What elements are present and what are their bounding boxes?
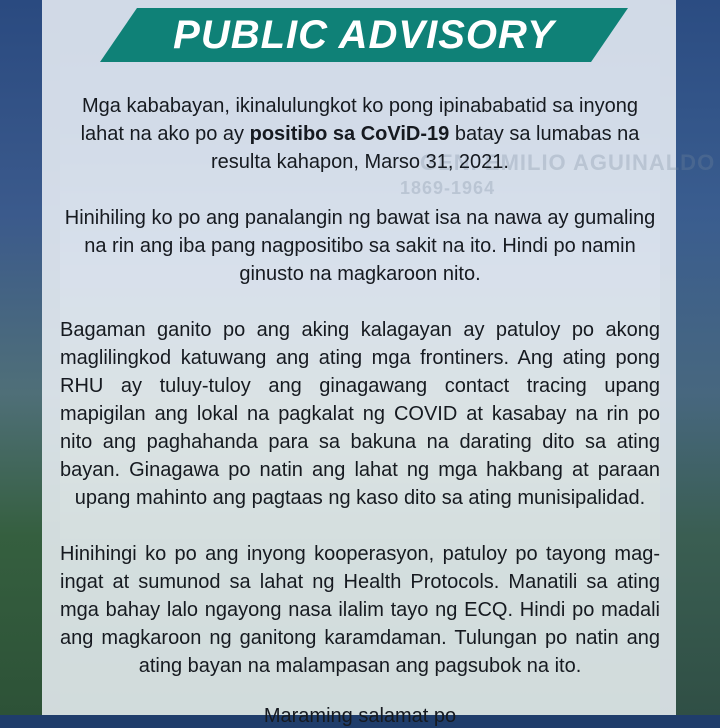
advisory-body [60, 92, 660, 708]
closing-line: Maraming salamat po [263, 705, 457, 727]
background-monument-years: 1869-1964 [400, 178, 496, 198]
paragraph-announcement-tail: batay sa lumabas na resulta kahapon, Marso 31, 2021. [211, 123, 640, 173]
paragraph-announcement-lead: Mga kababayan, ikinalulungkot ko pong ipinababatid sa inyong lahat na ako po ay [80, 95, 638, 145]
paragraph-announcement [60, 92, 660, 176]
paragraph-prayer-request: Hinihiling ko po ang panalangin ng bawat isa na nawa ay gumaling na rin ang iba pang nagpositibo sa sakit na ito. Hindi po namin ginusto na magkaroon nito. [64, 207, 656, 285]
covid-positive-highlight: positibo sa CoViD-19 [249, 123, 450, 145]
paragraph-service-update: Bagaman ganito po ang aking kalagayan ay patuloy po akong maglilingkod katuwang ang ating mga frontiners. Ang ating pong RHU ay tuluy-tuloy ang ginagawang contact tracing upang mapigilan ang lokal na pagkalat ng COVID at kasabay na rin po nito ang paghahanda para sa bakuna na darating dito sa ating bayan. Ginagawa po natin ang lahat ng mga hakbang at paraan upang mahinto ang pagtaas ng kaso dito sa ating munisipalidad. [60, 319, 660, 509]
background-monument-text: GEN. EMILIO AGUINALDO [420, 150, 716, 175]
page-title: PUBLIC ADVISORY [173, 12, 555, 57]
paragraph-cooperation-request: Hinihingi ko po ang inyong kooperasyon, patuloy po tayong mag-ingat at sumunod sa lahat ng Health Protocols. Manatili sa ating mga bahay lalo ngayong nasa ilalim tayo ng ECQ. Hindi po madali ang magkaroon ng ganitong karamdaman. Tulungan po natin ang ating bayan na malampasan ang pagsubok na ito. [60, 543, 660, 677]
